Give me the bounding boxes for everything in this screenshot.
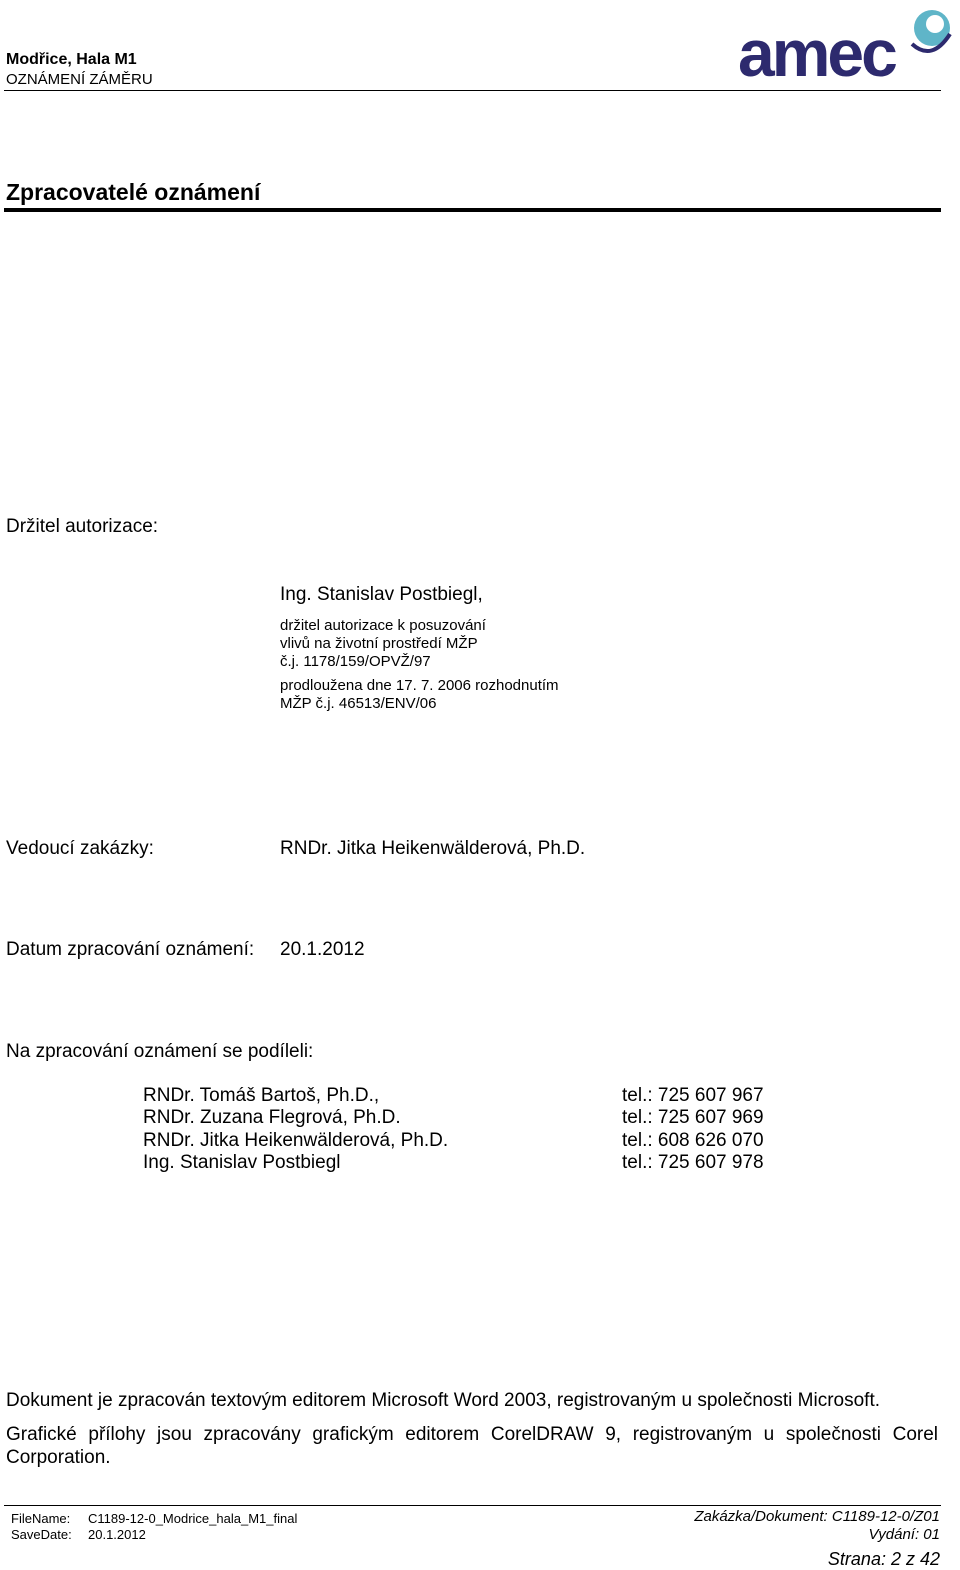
footer-divider [4,1505,941,1506]
footer-page-number: Strana: 2 z 42 [827,1549,940,1569]
holder-line: držitel autorizace k posuzování [280,617,486,634]
contributor-name: RNDr. Jitka Heikenwälderová, Ph.D. [143,1129,449,1151]
document-subtitle: OZNÁMENÍ ZÁMĚRU [6,71,153,88]
document-title: Modřice, Hala M1 [6,51,137,68]
manager-value: RNDr. Jitka Heikenwälderová, Ph.D. [280,838,586,859]
note-word: Dokument je zpracován textovým editorem Microsoft Word 2003, registrovaným u společnosti Microsoft. [6,1390,880,1411]
footer-savedate-label: SaveDate: [11,1527,72,1542]
contributor-name: Ing. Stanislav Postbiegl [143,1151,341,1173]
contributor-name: RNDr. Tomáš Bartoš, Ph.D., [143,1085,380,1106]
footer-filename-label: FileName: [11,1511,71,1526]
contributor-phone: tel.: 725 607 969 [622,1107,764,1129]
footer-zakazka: Zakázka/Dokument: C1189-12-0/Z01 [694,1508,940,1525]
contributor-phone: tel.: 608 626 070 [622,1129,764,1151]
footer-vydani: Vydání: 01 [868,1526,940,1543]
footer-filename: C1189-12-0_Modrice_hala_M1_final [88,1511,298,1526]
holder-line: č.j. 1178/159/OPVŽ/97 [280,653,431,670]
contributors-names [143,1085,448,1174]
holder-label: Držitel autorizace: [6,516,159,537]
note-corel: Grafické přílohy jsou zpracovány grafickým editorem CorelDRAW 9, registrovaným u společnosti Corel Corporation. [6,1424,938,1468]
contributor-phone: tel.: 725 607 978 [622,1151,764,1173]
svg-text:amec: amec [738,16,895,84]
holder-line: MŽP č.j. 46513/ENV/06 [280,695,437,712]
contributors-phones [622,1085,764,1174]
holder-line: prodloužena dne 17. 7. 2006 rozhodnutím [280,677,559,694]
holder-authorization [280,617,559,713]
contributor-phone: tel.: 725 607 967 [622,1085,764,1106]
footer-savedate: 20.1.2012 [88,1527,146,1542]
contributors-label: Na zpracování oznámení se podíleli: [6,1041,314,1062]
holder-line: vlivů na životní prostředí MŽP [280,635,478,652]
holder-name: Ing. Stanislav Postbiegl, [280,584,483,605]
contributor-name: RNDr. Zuzana Flegrová, Ph.D. [143,1107,401,1129]
header-divider [4,90,941,91]
section-heading: Zpracovatelé oznámení [6,179,261,205]
amec-logo-icon [736,4,956,84]
amec-logo [736,4,956,84]
date-value: 20.1.2012 [280,939,365,960]
manager-label: Vedoucí zakázky: [6,838,154,859]
date-label: Datum zpracování oznámení: [6,939,255,960]
heading-divider [4,208,941,212]
